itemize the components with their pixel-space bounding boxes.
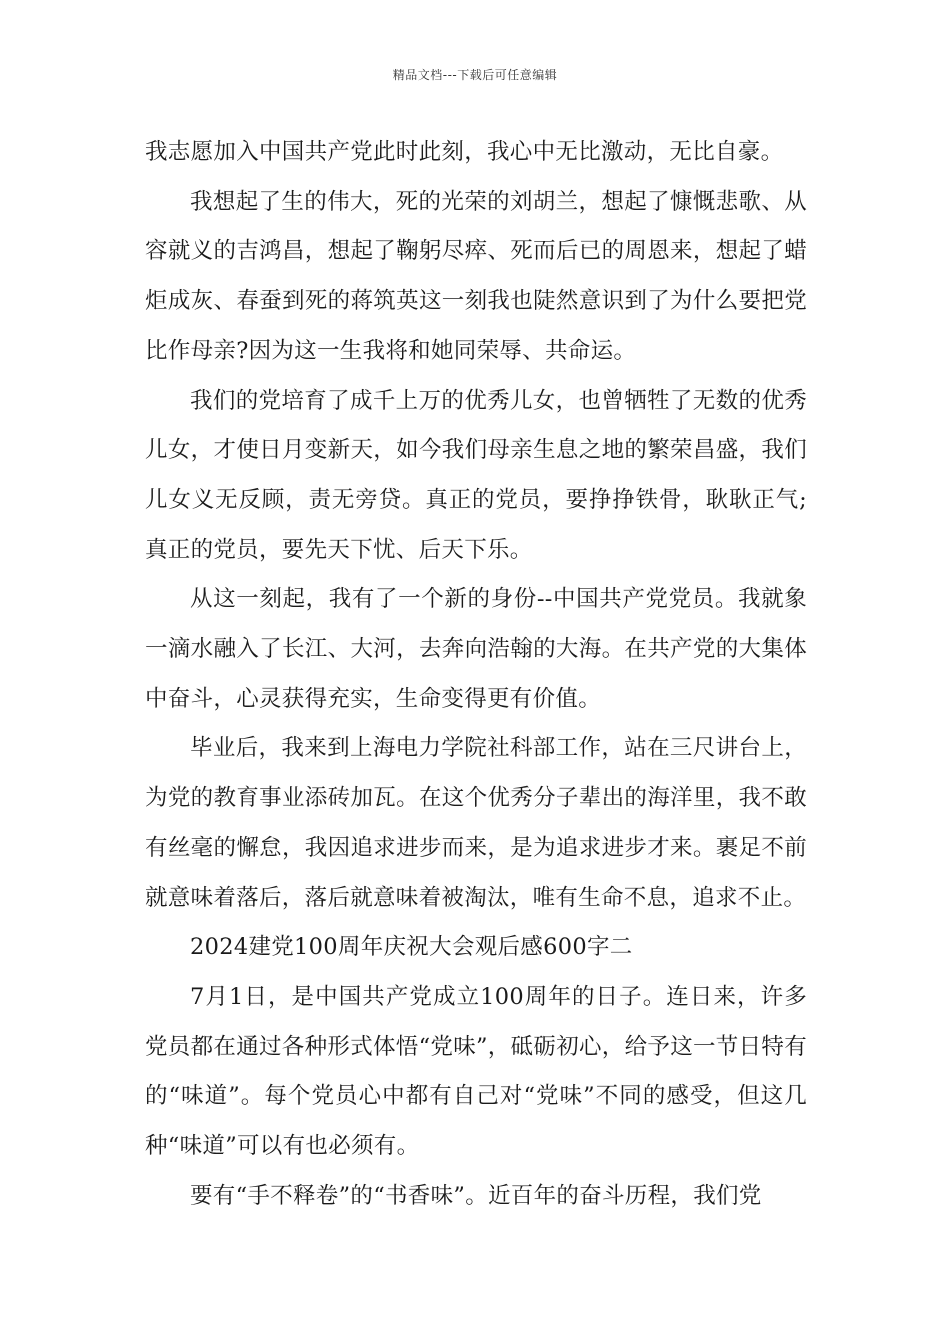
section-heading: 2024建党100周年庆祝大会观后感600字二 — [190, 934, 633, 961]
paragraph: 我志愿加入中国共产党此时此刻，我心中无比激动，无比自豪。 — [145, 139, 784, 165]
paragraph: 我们的党培育了成千上万的优秀儿女，也曾牺牲了无数的优秀儿女，才使日月变新天，如今我们母亲生息之地的繁荣昌盛，我们儿女义无反顾，责无旁贷。真正的党员，要挣挣铁骨，耿耿正气;真正的党员，要先天下忧、后天下乐。 — [145, 387, 807, 563]
paragraph: 从这一刻起，我有了一个新的身份--中国共产党党员。我就象一滴水融入了长江、大河，去奔向浩翰的大海。在共产党的大集体中奋斗，心灵获得充实，生命变得更有价值。 — [145, 586, 807, 712]
paragraph: 7月1日，是中国共产党成立100周年的日子。连日来，许多党员都在通过各种形式体悟“党味”，砥砺初心，给予这一节日特有的“味道”。每个党员心中都有自己对“党味”不同的感受，但这几种“味道”可以有也必须有。 — [145, 983, 808, 1160]
page-header: 精品文档---下载后可任意编辑 — [392, 68, 558, 82]
paragraph: 毕业后，我来到上海电力学院社科部工作，站在三尺讲台上，为党的教育事业添砖加瓦。在这个优秀分子辈出的海洋里，我不敢有丝毫的懈怠，我因追求进步而来，是为追求进步才来。裹足不前就意味着落后，落后就意味着被淘汰，唯有生命不息，追求不止。 — [145, 735, 807, 911]
paragraph: 要有“手不释卷”的“书香味”。近百年的奋斗历程，我们党 — [190, 1182, 762, 1209]
paragraph: 我想起了生的伟大，死的光荣的刘胡兰，想起了慷慨悲歌、从容就义的吉鸿昌，想起了鞠躬尽瘁、死而后已的周恩来，想起了蜡炬成灰、春蚕到死的蒋筑英这一刻我也陡然意识到了为什么要把党比作母亲?因为这一生我将和她同荣辱、共命运。 — [145, 188, 807, 364]
document-body — [145, 128, 807, 1221]
